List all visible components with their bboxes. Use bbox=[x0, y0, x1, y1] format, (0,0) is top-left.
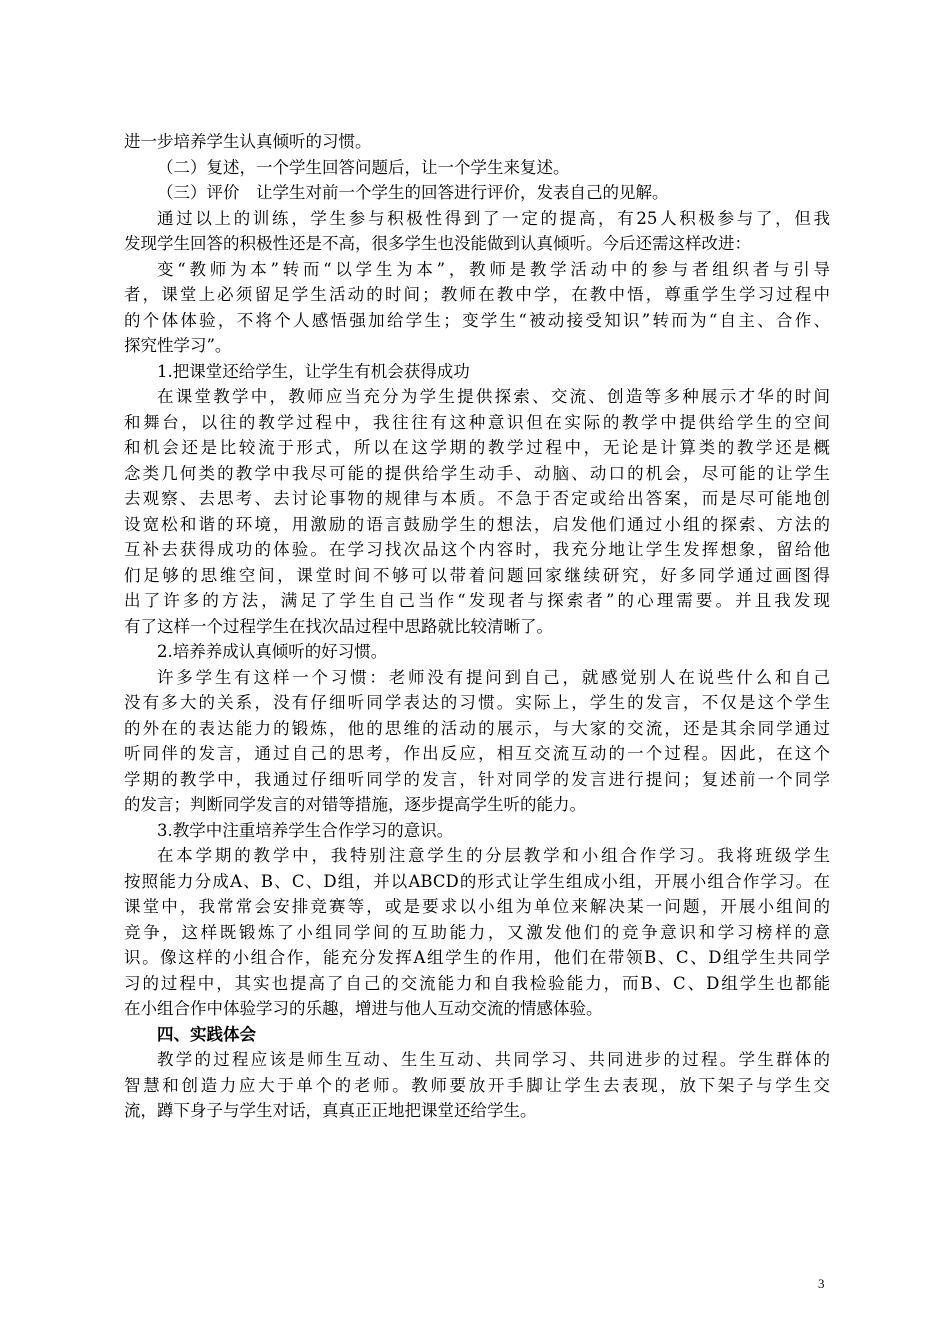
text-line: 智慧和创造力应大于单个的老师。教师要放开手脚让学生去表现，放下架子与学生交 bbox=[124, 1075, 830, 1095]
section-heading: 四、实践体会 bbox=[157, 1024, 256, 1044]
text-line: 课堂中，我常常会安排竞赛等，或是要求以小组为单位来解决某一问题，开展小组间的 bbox=[124, 897, 830, 916]
text-line: 和舞台，以往的教学过程中，我往往有这种意识但在实际的教学中提供给学生的空间 bbox=[124, 412, 830, 432]
text-line: 习的过程中，其实也提高了自己的交流能力和自我检验能力，而B、C、D组学生也都能 bbox=[124, 973, 830, 993]
text-line: 的外在的表达能力的锻炼，他的思维的活动的展示，与大家的交流，还是其余同学通过 bbox=[124, 718, 830, 738]
text-line: 有了这样一个过程学生在找次品过程中思路就比较清晰了。 bbox=[124, 616, 553, 636]
text-line: 互补去获得成功的体验。在学习找次品这个内容时，我充分地让学生发挥想象，留给他 bbox=[124, 540, 830, 559]
page-number: 3 bbox=[818, 1276, 825, 1291]
text-line: 变“教师为本”转而“以学生为本”，教师是教学活动中的参与者组织者与引导 bbox=[157, 259, 830, 279]
text-line: 去观察、去思考、去讨论事物的规律与本质。不急于否定或给出答案，而是尽可能地创 bbox=[124, 489, 830, 508]
text-line: 们足够的思维空间，课堂时间不够可以带着问题回家继续研究，好多同学通过画图得 bbox=[124, 565, 830, 585]
text-line: 在课堂教学中，教师应当充分为学生提供探索、交流、创造等多种展示才华的时间 bbox=[157, 387, 830, 406]
text-line: 听同伴的发言，通过自己的思考，作出反应，相互交流互动的一个过程。因此，在这个 bbox=[124, 744, 830, 763]
text-line: 的个体体验，不将个人感悟强加给学生；变学生“被动接受知识”转而为“自主、合作、 bbox=[124, 310, 830, 330]
text-line: 出了许多的方法，满足了学生自己当作“发现者与探索者”的心理需要。并且我发现 bbox=[124, 591, 830, 610]
text-line: 在本学期的教学中，我特别注意学生的分层教学和小组合作学习。我将班级学生 bbox=[157, 846, 830, 865]
text-line: 设宽松和谐的环境，用激励的语言鼓励学生的想法，启发他们通过小组的探索、方法的 bbox=[124, 514, 830, 534]
document-body bbox=[124, 129, 830, 1124]
text-line: （二）复述，一个学生回答问题后，让一个学生来复述。 bbox=[157, 157, 570, 177]
text-line: 在小组合作中体验学习的乐趣，增进与他人互动交流的情感体验。 bbox=[124, 999, 603, 1018]
text-line: 和机会还是比较流于形式，所以在这学期的教学过程中，无论是计算类的教学还是概 bbox=[124, 438, 830, 457]
text-line: 者，课堂上必须留足学生活动的时间；教师在教中学，在教中悟，尊重学生学习过程中 bbox=[124, 285, 830, 304]
text-line: 教学的过程应该是师生互动、生生互动、共同学习、共同进步的过程。学生群体的 bbox=[157, 1050, 830, 1069]
text-line: 学期的教学中，我通过仔细听同学的发言，针对同学的发言进行提问；复述前一个同学 bbox=[124, 769, 830, 789]
text-line: 竞争，这样既锻炼了小组同学间的互助能力，又激发他们的竞争意识和学习榜样的意 bbox=[124, 922, 830, 942]
section-heading: 1.把课堂还给学生，让学生有机会获得成功 bbox=[157, 361, 470, 381]
text-line: 探究性学习”。 bbox=[124, 336, 232, 355]
section-heading: 2.培养养成认真倾听的好习惯。 bbox=[157, 642, 388, 661]
section-heading: 3.教学中注重培养学生合作学习的意识。 bbox=[157, 820, 454, 840]
text-line: 流，蹲下身子与学生对话，真真正正地把课堂还给学生。 bbox=[124, 1101, 537, 1120]
text-line: 的发言；判断同学发言的对错等措施，逐步提高学生听的能力。 bbox=[124, 795, 586, 814]
text-line: 许多学生有这样一个习惯：老师没有提问到自己，就感觉别人在说些什么和自己 bbox=[157, 667, 830, 687]
text-line: 识。像这样的小组合作，能充分发挥A组学生的作用，他们在带领B、C、D组学生共同学 bbox=[124, 948, 830, 967]
text-line: （三）评价 让学生对前一个学生的回答进行评价，发表自己的见解。 bbox=[157, 183, 669, 202]
text-line: 念类几何类的教学中我尽可能的提供给学生动手、动脑、动口的机会，尽可能的让学生 bbox=[124, 463, 830, 483]
text-line: 通过以上的训练，学生参与积极性得到了一定的提高，有25人积极参与了，但我 bbox=[157, 208, 830, 228]
text-line: 没有多大的关系，没有仔细听同学表达的习惯。实际上，学生的发言，不仅是这个学生 bbox=[124, 693, 830, 712]
text-line: 进一步培养学生认真倾听的习惯。 bbox=[124, 132, 372, 151]
text-line: 按照能力分成A、B、C、D组，并以ABCD的形式让学生组成小组，开展小组合作学习。在 bbox=[124, 871, 830, 891]
text-line: 发现学生回答的积极性还是不高，很多学生也没能做到认真倾听。今后还需这样改进： bbox=[124, 234, 751, 253]
